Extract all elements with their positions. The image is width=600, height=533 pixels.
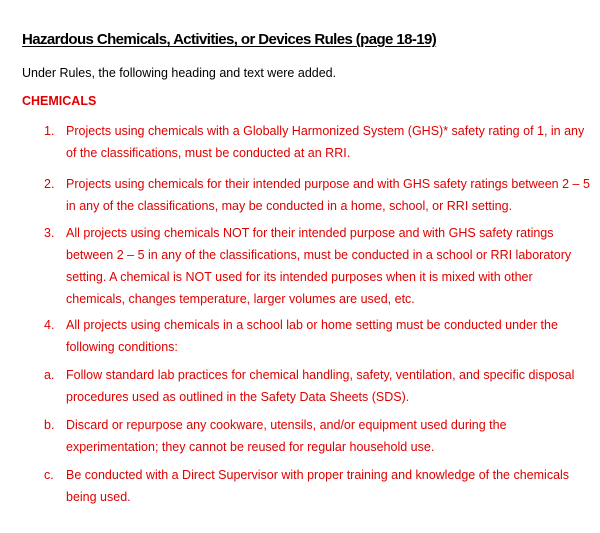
rule-item-a [44,364,592,408]
rule-item-b [44,414,592,458]
list-marker: 1. [44,124,55,138]
list-marker: c. [44,468,54,482]
rule-item-4 [44,314,592,358]
rule-text: Projects using chemicals with a Globally Harmonized System (GHS)* safety rating of 1, in any of the classifications, must be conducted at an RRI. [66,124,585,160]
rule-text: Be conducted with a Direct Supervisor with proper training and knowledge of the chemicals being used. [66,468,570,504]
list-marker: b. [44,418,55,432]
rule-item-1 [44,120,592,164]
rule-text: Discard or repurpose any cookware, utensils, and/or equipment used during the experimentation; they cannot be reused for regular household use. [66,418,507,454]
list-marker: 4. [44,318,55,332]
rule-item-2 [44,173,592,217]
rule-item-3 [44,222,592,310]
list-marker: 2. [44,177,55,191]
list-marker: a. [44,368,55,382]
section-title-chemicals: CHEMICALS [22,94,97,108]
page-heading: Hazardous Chemicals, Activities, or Devices Rules (page 18-19) [22,31,437,48]
rule-text: All projects using chemicals NOT for their intended purpose and with GHS safety ratings between 2 – 5 in any of the classifications, must be conducted in a school or RRI laboratory setting. A chemical is NOT used for its intended purposes when it is mixed with other chemicals, changes temperature, larger volumes are used, etc. [66,226,572,306]
rule-item-c [44,464,592,508]
rule-text: All projects using chemicals in a school lab or home setting must be conducted under the following conditions: [66,318,558,354]
list-marker: 3. [44,226,55,240]
rule-text: Projects using chemicals for their intended purpose and with GHS safety ratings between 2 – 5 in any of the classifications, may be conducted in a home, school, or RRI setting. [66,177,590,213]
rule-text: Follow standard lab practices for chemical handling, safety, ventilation, and specific disposal procedures used as outlined in the Safety Data Sheets (SDS). [66,368,575,404]
intro-text: Under Rules, the following heading and text were added. [22,66,337,80]
